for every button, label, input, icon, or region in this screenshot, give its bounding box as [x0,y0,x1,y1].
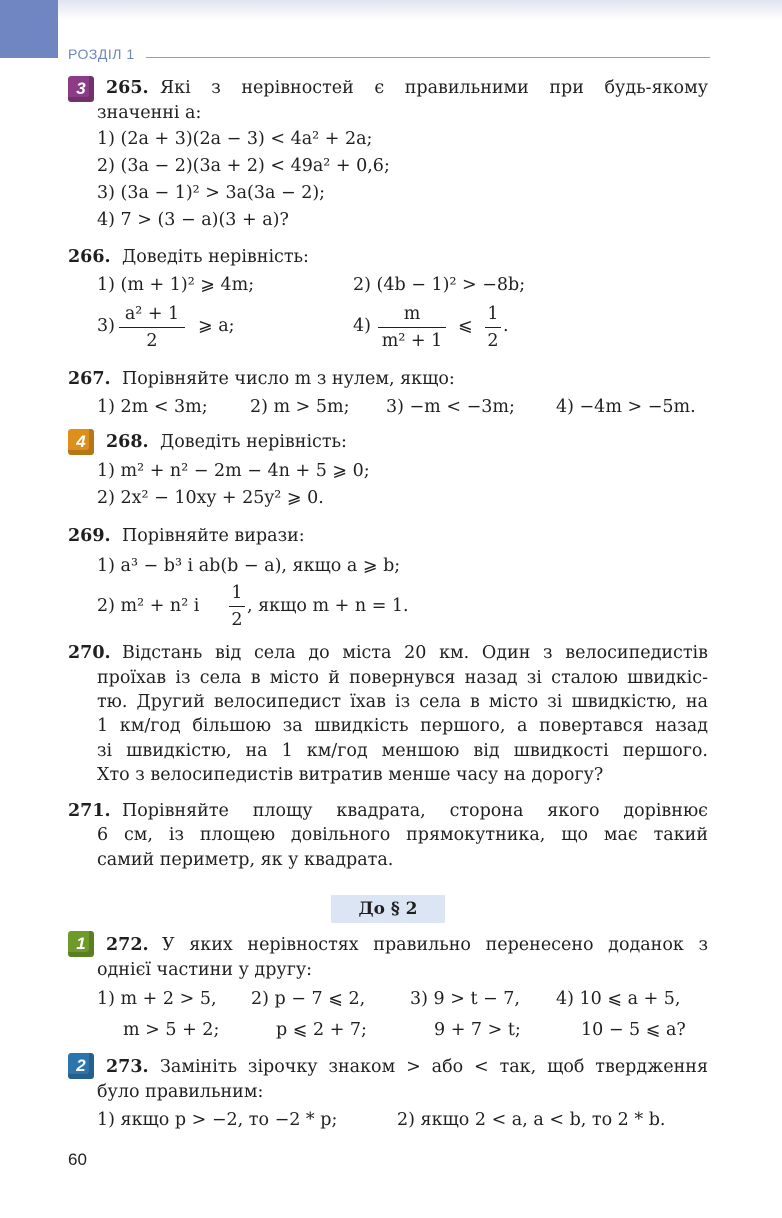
problem-267-number: 267. [68,369,111,389]
problem-266-item-3-label: 3) [97,316,115,336]
problem-271-number: 271. [68,801,111,821]
problem-268-number: 268. [106,432,149,452]
top-gradient-band [0,0,782,20]
problem-266-item-1: 1) (m + 1)² ⩾ 4m; [97,275,255,295]
problem-272-r2-c3: 9 + 7 > t; [434,1020,521,1040]
page-number: 60 [68,1150,87,1169]
problem-273-line2: було правильним: [97,1082,264,1102]
problem-271-line-2: 6 см, із площею довільного прямокутника, що має такий [97,825,708,845]
problem-266-item-4-rhs-numerator: 1 [487,304,499,324]
problem-265-line2: значенні a: [97,103,202,123]
problem-269-item-2-post: , якщо m + n = 1. [247,596,409,616]
corner-tab [0,0,58,58]
problem-266-text: Доведіть нерівність: [122,247,309,267]
problem-266-item-4-sign: ⩽ [458,316,473,336]
problem-272-r2-c2: p ⩽ 2 + 7; [276,1020,367,1040]
problem-269-text: Порівняйте вирази: [122,526,305,546]
problem-265-line1: Які з нерівностей є правильними при будь-якому [160,78,708,98]
level-3-badge-icon: 3 [68,76,94,102]
problem-266-item-3-numerator: a² + 1 [124,304,180,324]
problem-268-item-1: 1) m² + n² − 2m − 4n + 5 ⩾ 0; [97,461,370,481]
problem-270-line-6: Хто з велосипедистів витратив менше часу на дорогу? [97,765,604,785]
problem-267-item-4: 4) −4m > −5m. [556,397,696,417]
problem-272-line1: У яких нерівностях правильно перенесено доданок з [162,935,708,955]
problem-272-r2-c1: m > 5 + 2; [123,1020,220,1040]
fraction-bar [485,327,501,328]
header-divider [146,57,710,58]
problem-271-line-1: Порівняйте площу квадрата, сторона якого дорівнює [122,801,708,821]
problem-270-line-2: проїхав із села в місто й повернувся назад зі сталою швидкіс- [97,668,708,688]
problem-272-r1-c4: 4) 10 ⩽ a + 5, [556,989,681,1009]
problem-265-item-1: 1) (2a + 3)(2a − 3) < 4a² + 2a; [97,129,373,149]
fraction-bar [378,327,446,328]
fraction-bar [229,606,245,607]
chapter-header: РОЗДІЛ 1 [68,46,135,62]
problem-265-item-4: 4) 7 > (3 − a)(3 + a)? [97,210,289,230]
problem-272-r1-c1: 1) m + 2 > 5, [97,989,217,1009]
problem-269-number: 269. [68,526,111,546]
problem-265-item-2: 2) (3a − 2)(3a + 2) < 49a² + 0,6; [97,156,390,176]
problem-266-item-4-numerator: m [403,304,421,324]
problem-270-number: 270. [68,643,111,663]
section-heading: До § 2 [331,895,445,923]
level-1-badge-icon: 1 [68,931,94,957]
problem-272-r1-c2: 2) p − 7 ⩽ 2, [251,989,366,1009]
problem-270-line-4: 1 км/год більшою за швидкість першого, а повертався назад [97,716,708,736]
problem-266-number: 266. [68,247,111,267]
problem-268-item-2: 2) 2x² − 10xy + 25y² ⩾ 0. [97,488,324,508]
problem-266-item-2: 2) (4b − 1)² > −8b; [353,275,526,295]
problem-266-item-4-rhs-denominator: 2 [487,331,499,351]
problem-273-line1: Замініть зірочку знаком > або < так, щоб твердження [160,1057,708,1077]
problem-273-item-2: 2) якщо 2 < a, a < b, то 2 * b. [397,1110,666,1130]
problem-265-item-3: 3) (3a − 1)² > 3a(3a − 2); [97,183,326,203]
problem-266-item-4-denominator: m² + 1 [381,331,443,351]
problem-271-line-3: самий периметр, як у квадрата. [97,850,394,870]
level-4-badge-icon: 4 [68,429,94,455]
problem-266-item-3-tail: ⩾ a; [198,316,235,336]
problem-269-item-2-denominator: 2 [231,610,243,630]
problem-270-line-3: тю. Другий велосипедист їхав із села в місто зі швидкістю, на [97,692,708,712]
problem-272-r2-c4: 10 − 5 ⩽ a? [581,1020,686,1040]
problem-266-item-3-denominator: 2 [146,331,158,351]
problem-270-line-1: Відстань від села до міста 20 км. Один з велосипедистів [122,643,708,663]
problem-267-item-3: 3) −m < −3m; [386,397,515,417]
fraction-bar [119,327,185,328]
problem-265-number: 265. [106,78,149,98]
problem-272-number: 272. [106,935,149,955]
problem-267-item-1: 1) 2m < 3m; [97,397,208,417]
problem-266-item-4-end: . [503,316,509,336]
problem-272-r1-c3: 3) 9 > t − 7, [410,989,520,1009]
problem-269-item-2-pre: 2) m² + n² і [97,596,200,616]
level-2-badge-icon: 2 [68,1053,94,1079]
problem-272-line2: однієї частини у другу: [97,960,313,980]
problem-269-item-1: 1) a³ − b³ і ab(b − a), якщо a ⩾ b; [97,556,401,576]
problem-269-item-2-numerator: 1 [231,583,243,603]
problem-267-text: Порівняйте число m з нулем, якщо: [122,369,455,389]
problem-266-item-4-label: 4) [353,316,371,336]
problem-268-text: Доведіть нерівність: [160,432,347,452]
problem-270-line-5: зі швидкістю, на 1 км/год меншою від швидкості першого. [97,741,708,761]
problem-273-number: 273. [106,1057,149,1077]
problem-267-item-2: 2) m > 5m; [250,397,350,417]
problem-273-item-1: 1) якщо p > −2, то −2 * p; [97,1110,338,1130]
